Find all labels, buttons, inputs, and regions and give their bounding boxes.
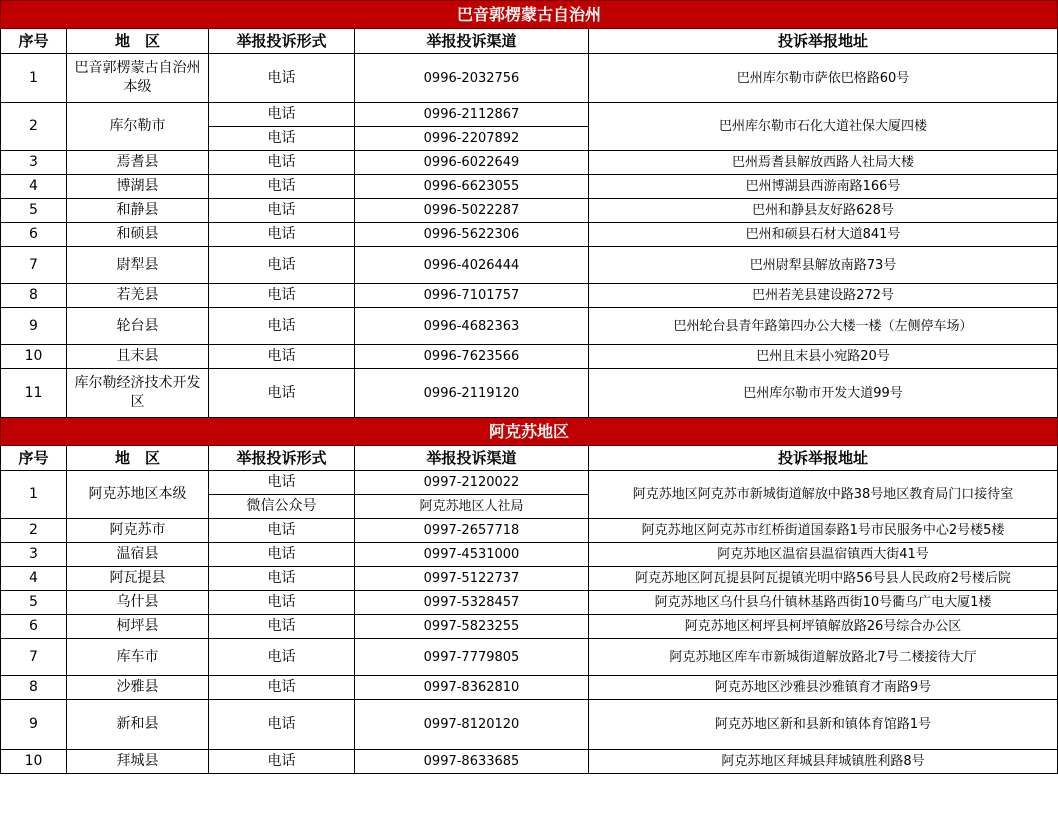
row-seq: 3	[1, 151, 67, 175]
row-region: 新和县	[67, 700, 209, 750]
header-channel: 举报投诉渠道	[355, 446, 589, 471]
row-form: 电话	[209, 284, 355, 308]
row-seq: 9	[1, 700, 67, 750]
header-form: 举报投诉形式	[209, 29, 355, 54]
row-form: 微信公众号	[209, 495, 355, 519]
row-address: 阿克苏地区阿克苏市红桥街道国泰路1号市民服务中心2号楼5楼	[589, 519, 1058, 543]
table-row	[1, 750, 1058, 774]
row-seq: 7	[1, 247, 67, 284]
table-row	[1, 103, 1058, 127]
row-seq: 2	[1, 519, 67, 543]
row-address: 巴州和硕县石材大道841号	[589, 223, 1058, 247]
row-seq: 3	[1, 543, 67, 567]
section-title: 阿克苏地区	[1, 418, 1058, 446]
row-form: 电话	[209, 127, 355, 151]
row-address: 阿克苏地区库车市新城街道解放路北7号二楼接待大厅	[589, 639, 1058, 676]
row-address: 巴州博湖县西游南路166号	[589, 175, 1058, 199]
row-address: 巴州若羌县建设路272号	[589, 284, 1058, 308]
row-seq: 4	[1, 175, 67, 199]
row-form: 电话	[209, 519, 355, 543]
row-channel: 0996-2032756	[355, 54, 589, 103]
header-address: 投诉举报地址	[589, 29, 1058, 54]
row-form: 电话	[209, 700, 355, 750]
header-row	[1, 446, 1058, 471]
row-form: 电话	[209, 345, 355, 369]
row-seq: 2	[1, 103, 67, 151]
row-address: 阿克苏地区新和县新和镇体育馆路1号	[589, 700, 1058, 750]
row-address: 巴州焉耆县解放西路人社局大楼	[589, 151, 1058, 175]
row-region: 拜城县	[67, 750, 209, 774]
row-form: 电话	[209, 639, 355, 676]
table-row	[1, 471, 1058, 495]
row-channel: 0996-7101757	[355, 284, 589, 308]
row-form: 电话	[209, 308, 355, 345]
row-region: 沙雅县	[67, 676, 209, 700]
row-channel: 0997-4531000	[355, 543, 589, 567]
row-region: 阿克苏市	[67, 519, 209, 543]
row-channel: 0996-5022287	[355, 199, 589, 223]
table-row	[1, 223, 1058, 247]
row-seq: 5	[1, 591, 67, 615]
row-seq: 8	[1, 284, 67, 308]
row-form: 电话	[209, 591, 355, 615]
row-seq: 6	[1, 615, 67, 639]
row-address: 阿克苏地区阿瓦提县阿瓦提镇光明中路56号县人民政府2号楼后院	[589, 567, 1058, 591]
table-row	[1, 700, 1058, 750]
row-region: 库车市	[67, 639, 209, 676]
row-address: 巴州尉犁县解放南路73号	[589, 247, 1058, 284]
table-row	[1, 345, 1058, 369]
row-form: 电话	[209, 247, 355, 284]
row-channel: 0997-5823255	[355, 615, 589, 639]
row-form: 电话	[209, 175, 355, 199]
row-channel: 0997-7779805	[355, 639, 589, 676]
row-form: 电话	[209, 750, 355, 774]
row-channel: 0997-5328457	[355, 591, 589, 615]
row-region: 库尔勒市	[67, 103, 209, 151]
row-address: 阿克苏地区阿克苏市新城街道解放中路38号地区教育局门口接待室	[589, 471, 1058, 519]
row-channel: 0997-2120022	[355, 471, 589, 495]
row-channel: 0996-5622306	[355, 223, 589, 247]
row-region: 和硕县	[67, 223, 209, 247]
row-address: 巴州和静县友好路628号	[589, 199, 1058, 223]
header-row	[1, 29, 1058, 54]
row-address: 巴州库尔勒市萨依巴格路60号	[589, 54, 1058, 103]
row-channel: 0996-6022649	[355, 151, 589, 175]
row-seq: 5	[1, 199, 67, 223]
row-region: 阿瓦提县	[67, 567, 209, 591]
row-form: 电话	[209, 615, 355, 639]
row-address: 阿克苏地区沙雅县沙雅镇育才南路9号	[589, 676, 1058, 700]
row-channel: 0996-2119120	[355, 369, 589, 418]
row-channel: 0997-2657718	[355, 519, 589, 543]
table-row	[1, 199, 1058, 223]
row-form: 电话	[209, 543, 355, 567]
row-region: 温宿县	[67, 543, 209, 567]
header-address: 投诉举报地址	[589, 446, 1058, 471]
table-row	[1, 284, 1058, 308]
row-address: 阿克苏地区柯坪县柯坪镇解放路26号综合办公区	[589, 615, 1058, 639]
row-region: 且末县	[67, 345, 209, 369]
row-channel: 阿克苏地区人社局	[355, 495, 589, 519]
row-seq: 11	[1, 369, 67, 418]
section-title: 巴音郭楞蒙古自治州	[1, 1, 1058, 29]
header-region: 地 区	[67, 446, 209, 471]
row-seq: 7	[1, 639, 67, 676]
row-channel: 0996-7623566	[355, 345, 589, 369]
row-seq: 10	[1, 345, 67, 369]
header-seq: 序号	[1, 29, 67, 54]
row-seq: 6	[1, 223, 67, 247]
row-form: 电话	[209, 223, 355, 247]
row-address: 巴州且末县小宛路20号	[589, 345, 1058, 369]
row-region: 和静县	[67, 199, 209, 223]
table-row	[1, 175, 1058, 199]
table-row	[1, 543, 1058, 567]
row-address: 阿克苏地区乌什县乌什镇林基路西街10号衢乌广电大厦1楼	[589, 591, 1058, 615]
row-form: 电话	[209, 676, 355, 700]
row-form: 电话	[209, 199, 355, 223]
header-form: 举报投诉形式	[209, 446, 355, 471]
row-seq: 4	[1, 567, 67, 591]
row-address: 阿克苏地区温宿县温宿镇西大街41号	[589, 543, 1058, 567]
table-row	[1, 676, 1058, 700]
row-form: 电话	[209, 103, 355, 127]
row-form: 电话	[209, 471, 355, 495]
row-region: 轮台县	[67, 308, 209, 345]
section-title-row	[1, 1, 1058, 29]
row-channel: 0997-8362810	[355, 676, 589, 700]
header-channel: 举报投诉渠道	[355, 29, 589, 54]
row-address: 巴州库尔勒市开发大道99号	[589, 369, 1058, 418]
row-seq: 1	[1, 471, 67, 519]
row-channel: 0996-6623055	[355, 175, 589, 199]
row-region: 柯坪县	[67, 615, 209, 639]
table-row	[1, 151, 1058, 175]
row-region: 乌什县	[67, 591, 209, 615]
row-address: 巴州库尔勒市石化大道社保大厦四楼	[589, 103, 1058, 151]
row-form: 电话	[209, 54, 355, 103]
table-row	[1, 591, 1058, 615]
row-seq: 8	[1, 676, 67, 700]
row-form: 电话	[209, 369, 355, 418]
row-channel: 0997-5122737	[355, 567, 589, 591]
row-seq: 9	[1, 308, 67, 345]
row-region: 尉犁县	[67, 247, 209, 284]
header-seq: 序号	[1, 446, 67, 471]
row-channel: 0996-2207892	[355, 127, 589, 151]
row-channel: 0996-2112867	[355, 103, 589, 127]
row-seq: 10	[1, 750, 67, 774]
row-region: 巴音郭楞蒙古自治州本级	[67, 54, 209, 103]
row-form: 电话	[209, 151, 355, 175]
table-row	[1, 308, 1058, 345]
row-region: 焉耆县	[67, 151, 209, 175]
table-row	[1, 615, 1058, 639]
table-row	[1, 519, 1058, 543]
table-row	[1, 639, 1058, 676]
table-body	[1, 1, 1058, 774]
header-region: 地 区	[67, 29, 209, 54]
row-region: 库尔勒经济技术开发区	[67, 369, 209, 418]
row-form: 电话	[209, 567, 355, 591]
row-region: 博湖县	[67, 175, 209, 199]
table-row	[1, 54, 1058, 103]
row-channel: 0996-4682363	[355, 308, 589, 345]
row-address: 阿克苏地区拜城县拜城镇胜利路8号	[589, 750, 1058, 774]
table-row	[1, 369, 1058, 418]
row-seq: 1	[1, 54, 67, 103]
section-title-row	[1, 418, 1058, 446]
row-address: 巴州轮台县青年路第四办公大楼一楼（左侧停车场）	[589, 308, 1058, 345]
table-row	[1, 247, 1058, 284]
table-row	[1, 567, 1058, 591]
row-channel: 0997-8633685	[355, 750, 589, 774]
row-channel: 0996-4026444	[355, 247, 589, 284]
row-region: 阿克苏地区本级	[67, 471, 209, 519]
row-channel: 0997-8120120	[355, 700, 589, 750]
row-region: 若羌县	[67, 284, 209, 308]
